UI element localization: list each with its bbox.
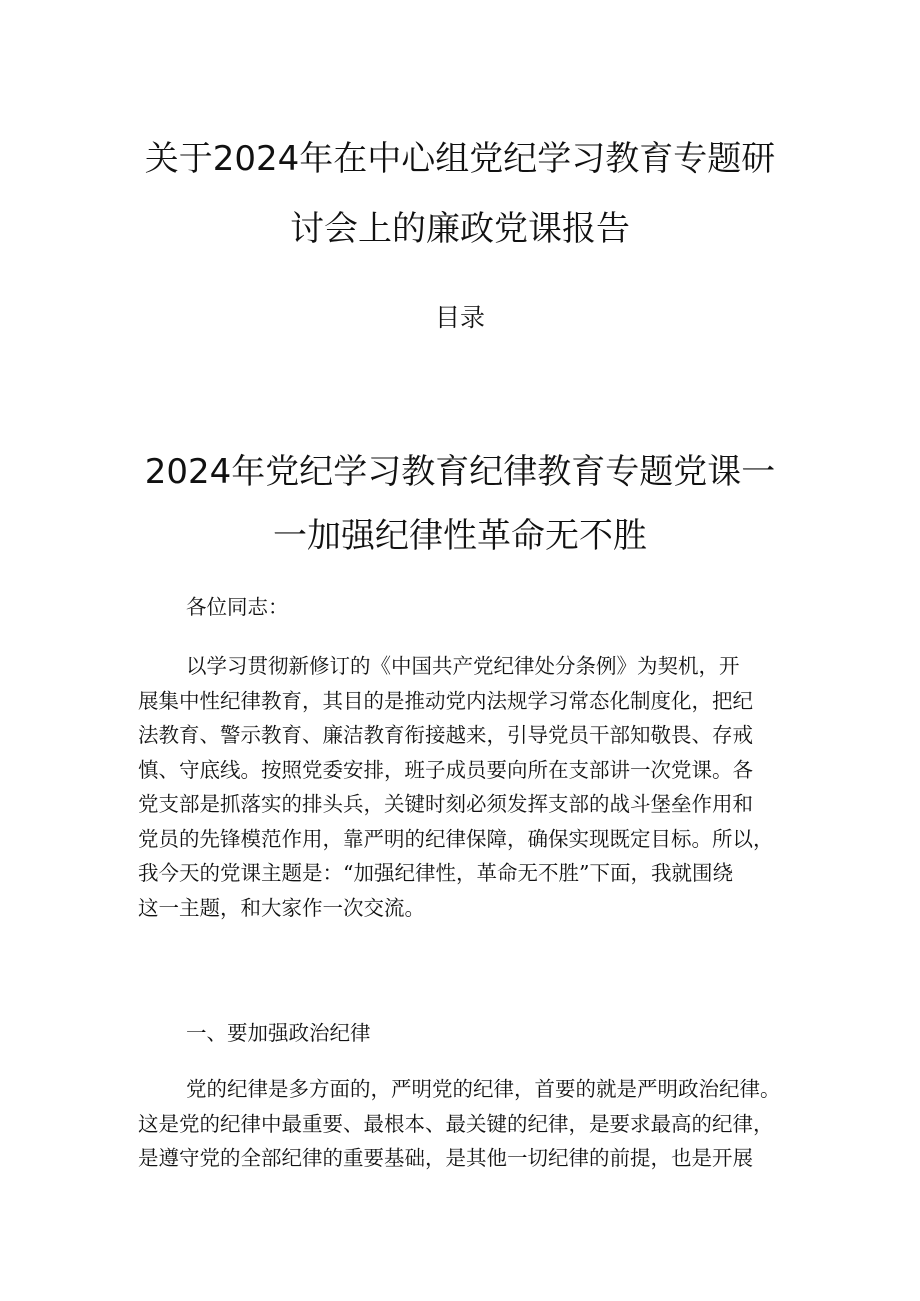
paragraph-line: 这一主题，和大家作一次交流。 bbox=[138, 895, 425, 920]
toc-heading: 目录 bbox=[434, 303, 485, 332]
greeting: 各位同志： bbox=[186, 595, 289, 619]
section-heading: 一、要加强政治纪律 bbox=[186, 1021, 371, 1045]
paragraph-line: 党支部是抓落实的排头兵，关键时刻必须发挥支部的战斗堡垒作用和 bbox=[138, 792, 753, 816]
paragraph-line: 党员的先锋模范作用，靠严明的纪律保障，确保实现既定目标。所以， bbox=[138, 826, 774, 851]
paragraph-line: 慎、守底线。按照党委安排，班子成员要向所在支部讲一次党课。各 bbox=[138, 757, 753, 782]
section-title-line-2: 一加强纪律性革命无不胜 bbox=[273, 516, 647, 556]
paragraph-line: 展集中性纪律教育，其目的是推动党内法规学习常态化制度化，把纪 bbox=[138, 688, 753, 713]
paragraph-line: 是遵守党的全部纪律的重要基础，是其他一切纪律的前提，也是开展 bbox=[138, 1146, 753, 1170]
paragraph-line: 党的纪律是多方面的，严明党的纪律，首要的就是严明政治纪律。 bbox=[186, 1077, 781, 1101]
section-title-line-1: 2024年党纪学习教育纪律教育专题党课一 bbox=[144, 452, 776, 492]
paragraph-line: 以学习贯彻新修订的《中国共产党纪律处分条例》为契机，开 bbox=[186, 654, 740, 678]
document-title-line-2: 讨会上的廉政党课报告 bbox=[290, 209, 630, 249]
paragraph-political-discipline bbox=[138, 1072, 786, 1176]
paragraph-line: 这是党的纪律中最重要、最根本、最关键的纪律，是要求最高的纪律， bbox=[138, 1111, 774, 1136]
paragraph-line: 法教育、警示教育、廉洁教育衔接越来，引导党员干部知敬畏、存戒 bbox=[138, 723, 753, 747]
document-title bbox=[100, 124, 820, 264]
paragraph-line: 我今天的党课主题是：“加强纪律性，革命无不胜”下面，我就围绕 bbox=[138, 861, 733, 885]
paragraph-intro bbox=[138, 649, 786, 925]
document-title-line-1: 关于2024年在中心组党纪学习教育专题研 bbox=[144, 139, 776, 179]
section-title bbox=[100, 440, 820, 568]
